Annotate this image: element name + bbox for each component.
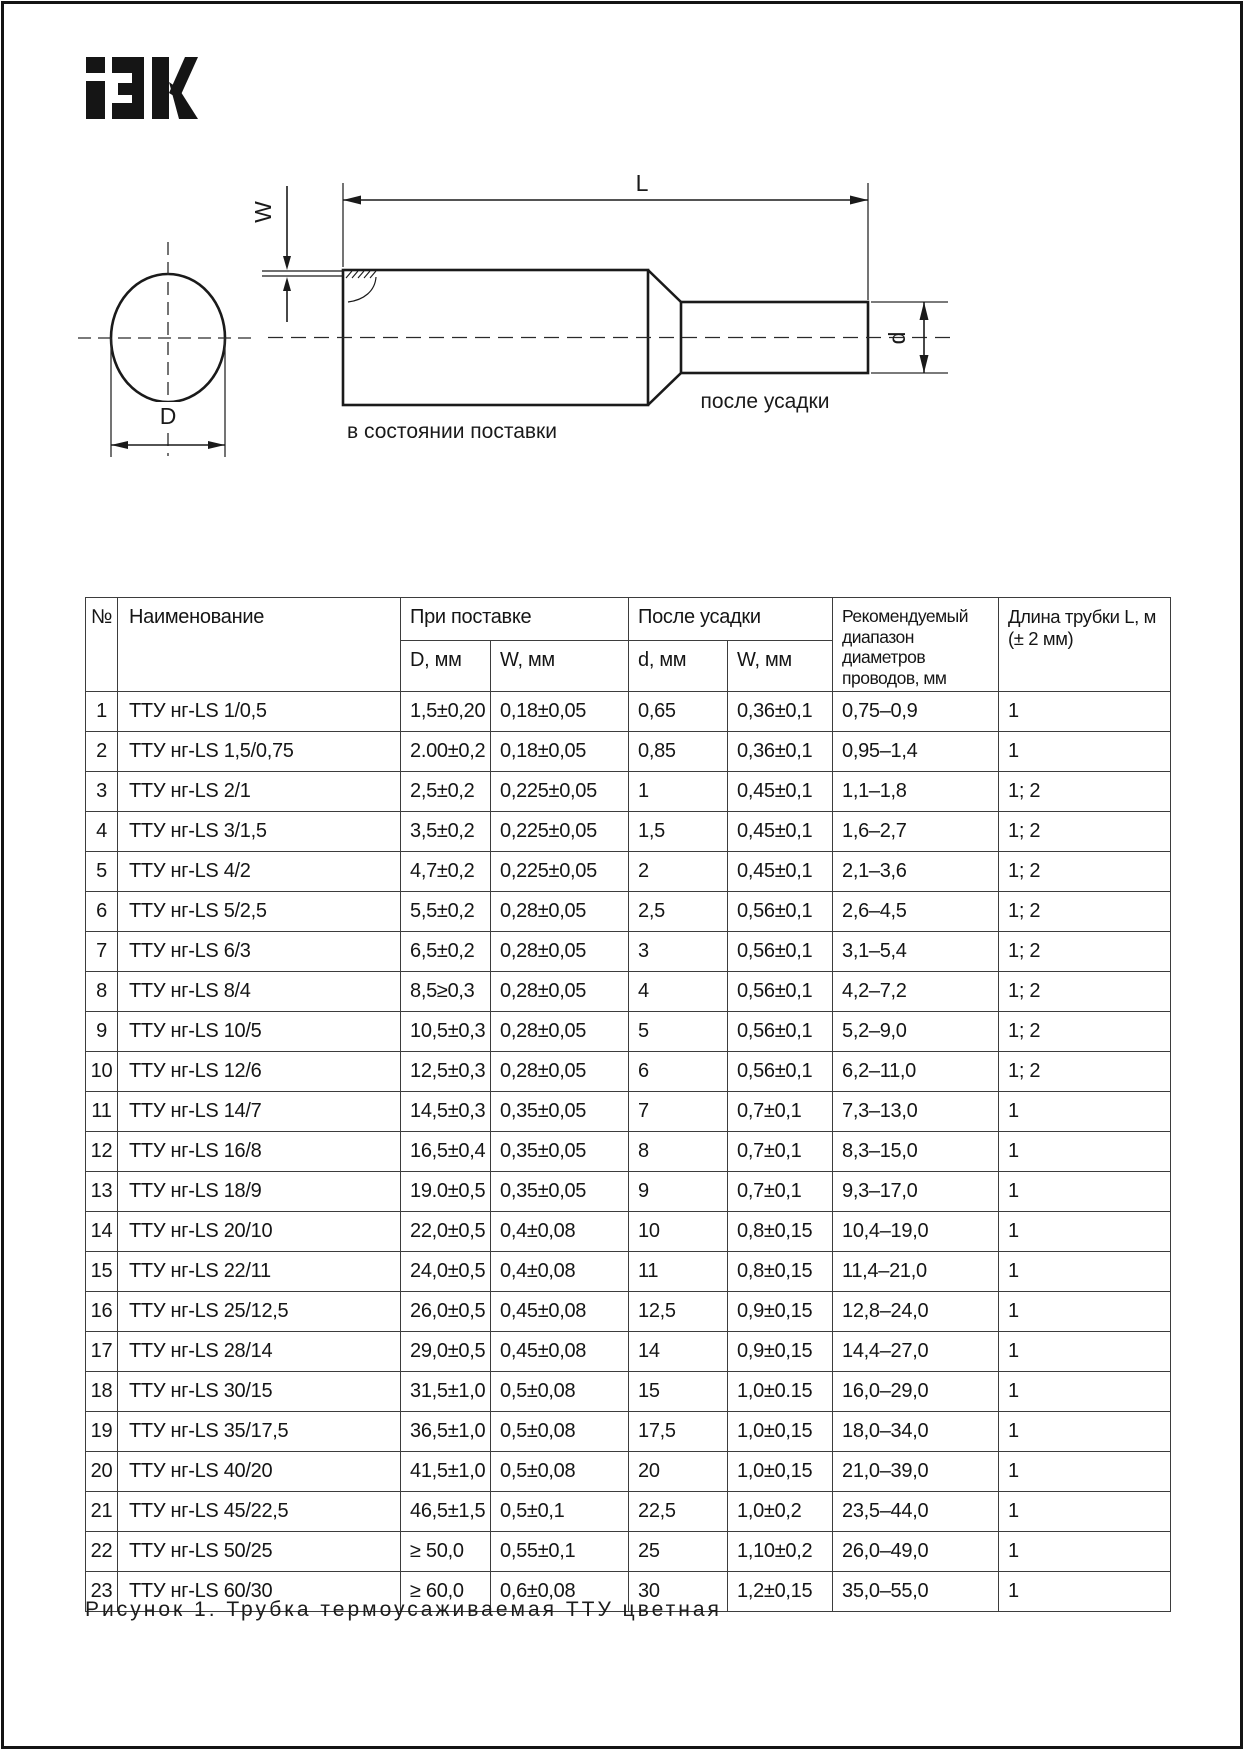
cell-length_m: 1; 2	[999, 771, 1171, 811]
cell-length_m: 1; 2	[999, 1011, 1171, 1051]
cell-d_mm: 0,65	[629, 691, 728, 731]
cell-d_mm: 8	[629, 1131, 728, 1171]
cell-length_m: 1	[999, 1371, 1171, 1411]
cell-num: 21	[86, 1491, 118, 1531]
cell-D_mm: 8,5≥0,3	[401, 971, 491, 1011]
cell-W_delivery_mm: 0,6±0,08	[491, 1571, 629, 1611]
taper-top	[648, 270, 681, 302]
cell-num: 14	[86, 1211, 118, 1251]
cell-name: ТТУ нг-LS 10/5	[118, 1011, 401, 1051]
cell-name: ТТУ нг-LS 40/20	[118, 1451, 401, 1491]
cell-d_mm: 9	[629, 1171, 728, 1211]
cell-d_mm: 20	[629, 1451, 728, 1491]
cell-range_mm: 8,3–15,0	[833, 1131, 999, 1171]
cell-D_mm: 36,5±1,0	[401, 1411, 491, 1451]
cell-range_mm: 4,2–7,2	[833, 971, 999, 1011]
cell-name: ТТУ нг-LS 5/2,5	[118, 891, 401, 931]
cell-name: ТТУ нг-LS 4/2	[118, 851, 401, 891]
table-row	[86, 1011, 1171, 1051]
cell-num: 3	[86, 771, 118, 811]
col-header-num: №	[86, 598, 118, 692]
table-row	[86, 1451, 1171, 1491]
cell-length_m: 1; 2	[999, 931, 1171, 971]
cell-range_mm: 0,95–1,4	[833, 731, 999, 771]
cell-name: ТТУ нг-LS 50/25	[118, 1531, 401, 1571]
cell-W_after_mm: 0,9±0,15	[728, 1291, 833, 1331]
cell-W_after_mm: 0,45±0,1	[728, 851, 833, 891]
cell-W_after_mm: 0,9±0,15	[728, 1331, 833, 1371]
cell-D_mm: 26,0±0,5	[401, 1291, 491, 1331]
dim-L-arrow-left	[343, 196, 361, 205]
cell-W_after_mm: 0,7±0,1	[728, 1131, 833, 1171]
cell-range_mm: 14,4–27,0	[833, 1331, 999, 1371]
cell-range_mm: 1,6–2,7	[833, 811, 999, 851]
cell-D_mm: 29,0±0,5	[401, 1331, 491, 1371]
cell-W_delivery_mm: 0,28±0,05	[491, 931, 629, 971]
cell-W_delivery_mm: 0,28±0,05	[491, 971, 629, 1011]
cell-num: 10	[86, 1051, 118, 1091]
cell-W_delivery_mm: 0,18±0,05	[491, 731, 629, 771]
cell-length_m: 1; 2	[999, 891, 1171, 931]
cell-name: ТТУ нг-LS 6/3	[118, 931, 401, 971]
cell-d_mm: 1	[629, 771, 728, 811]
cell-num: 2	[86, 731, 118, 771]
technical-drawing	[0, 150, 1244, 480]
cell-d_mm: 10	[629, 1211, 728, 1251]
spec-table-header	[86, 598, 1171, 692]
cell-range_mm: 21,0–39,0	[833, 1451, 999, 1491]
table-row	[86, 771, 1171, 811]
dim-W-label: W	[250, 201, 276, 223]
after-shrink-label: после усадки	[700, 390, 830, 413]
table-row	[86, 851, 1171, 891]
cell-d_mm: 7	[629, 1091, 728, 1131]
cell-W_after_mm: 0,7±0,1	[728, 1171, 833, 1211]
cell-range_mm: 35,0–55,0	[833, 1571, 999, 1611]
cell-W_delivery_mm: 0,18±0,05	[491, 691, 629, 731]
table-row	[86, 1091, 1171, 1131]
cell-length_m: 1; 2	[999, 851, 1171, 891]
figure-caption: Рисунок 1. Трубка термоусаживаемая ТТУ цветная	[85, 1598, 722, 1621]
table-row	[86, 891, 1171, 931]
table-row	[86, 731, 1171, 771]
cell-D_mm: 1,5±0,20	[401, 691, 491, 731]
cell-D_mm: 19.0±0,5	[401, 1171, 491, 1211]
cell-length_m: 1; 2	[999, 811, 1171, 851]
table-row	[86, 1131, 1171, 1171]
cell-d_mm: 2	[629, 851, 728, 891]
table-row	[86, 1211, 1171, 1251]
cell-D_mm: ≥ 60,0	[401, 1571, 491, 1611]
cell-name: ТТУ нг-LS 18/9	[118, 1171, 401, 1211]
cell-name: ТТУ нг-LS 3/1,5	[118, 811, 401, 851]
table-row	[86, 1251, 1171, 1291]
delivery-state-label: в состоянии поставки	[347, 420, 557, 443]
cell-W_after_mm: 0,56±0,1	[728, 931, 833, 971]
table-row	[86, 1331, 1171, 1371]
cell-range_mm: 6,2–11,0	[833, 1051, 999, 1091]
cell-length_m: 1	[999, 1251, 1171, 1291]
cell-d_mm: 1,5	[629, 811, 728, 851]
cell-name: ТТУ нг-LS 28/14	[118, 1331, 401, 1371]
dim-D-label: D	[159, 403, 177, 429]
cell-d_mm: 22,5	[629, 1491, 728, 1531]
table-row	[86, 1411, 1171, 1451]
cell-W_delivery_mm: 0,28±0,05	[491, 891, 629, 931]
cell-d_mm: 11	[629, 1251, 728, 1291]
cell-name: ТТУ нг-LS 25/12,5	[118, 1291, 401, 1331]
cell-num: 15	[86, 1251, 118, 1291]
cell-W_delivery_mm: 0,35±0,05	[491, 1091, 629, 1131]
cell-name: ТТУ нг-LS 16/8	[118, 1131, 401, 1171]
cell-length_m: 1	[999, 1491, 1171, 1531]
cell-W_after_mm: 0,56±0,1	[728, 971, 833, 1011]
cell-d_mm: 4	[629, 971, 728, 1011]
cell-D_mm: 3,5±0,2	[401, 811, 491, 851]
cell-num: 8	[86, 971, 118, 1011]
spec-table-body	[86, 691, 1171, 1611]
cell-range_mm: 2,1–3,6	[833, 851, 999, 891]
cell-length_m: 1	[999, 1331, 1171, 1371]
cell-length_m: 1	[999, 1291, 1171, 1331]
col-header-range: Рекомендуемый диапазон диаметров проводов, мм	[833, 598, 999, 692]
cell-D_mm: 2.00±0,2	[401, 731, 491, 771]
cell-W_after_mm: 1,0±0,15	[728, 1411, 833, 1451]
cell-num: 22	[86, 1531, 118, 1571]
cell-W_after_mm: 0,56±0,1	[728, 1011, 833, 1051]
cell-W_after_mm: 1,10±0,2	[728, 1531, 833, 1571]
cell-W_delivery_mm: 0,4±0,08	[491, 1211, 629, 1251]
cell-W_delivery_mm: 0,225±0,05	[491, 771, 629, 811]
cell-W_delivery_mm: 0,45±0,08	[491, 1291, 629, 1331]
cell-D_mm: 5,5±0,2	[401, 891, 491, 931]
cell-D_mm: 24,0±0,5	[401, 1251, 491, 1291]
dim-d-label: d	[884, 331, 910, 345]
cell-W_delivery_mm: 0,225±0,05	[491, 811, 629, 851]
table-row	[86, 811, 1171, 851]
cell-D_mm: 6,5±0,2	[401, 931, 491, 971]
cell-D_mm: 14,5±0,3	[401, 1091, 491, 1131]
col-header-D-mm: D, мм	[401, 641, 491, 691]
cell-D_mm: 4,7±0,2	[401, 851, 491, 891]
cell-range_mm: 18,0–34,0	[833, 1411, 999, 1451]
cell-W_delivery_mm: 0,28±0,05	[491, 1011, 629, 1051]
dim-D-arrow-right	[208, 441, 225, 449]
logo-i-stem	[86, 81, 105, 119]
cell-d_mm: 6	[629, 1051, 728, 1091]
cell-W_after_mm: 0,56±0,1	[728, 1051, 833, 1091]
table-row	[86, 1531, 1171, 1571]
cell-W_delivery_mm: 0,35±0,05	[491, 1131, 629, 1171]
cell-num: 20	[86, 1451, 118, 1491]
logo-i-dot	[86, 57, 105, 73]
cell-range_mm: 10,4–19,0	[833, 1211, 999, 1251]
cell-W_delivery_mm: 0,5±0,08	[491, 1371, 629, 1411]
cell-name: ТТУ нг-LS 1,5/0,75	[118, 731, 401, 771]
dim-L-arrow-right	[850, 196, 868, 205]
dim-d-arrow-down	[920, 355, 929, 373]
cell-W_delivery_mm: 0,4±0,08	[491, 1251, 629, 1291]
cell-W_delivery_mm: 0,35±0,05	[491, 1171, 629, 1211]
table-row	[86, 931, 1171, 971]
cell-length_m: 1	[999, 1091, 1171, 1131]
cell-name: ТТУ нг-LS 1/0,5	[118, 691, 401, 731]
cell-range_mm: 23,5–44,0	[833, 1491, 999, 1531]
cell-D_mm: 46,5±1,5	[401, 1491, 491, 1531]
taper-bottom	[648, 373, 681, 405]
cell-name: ТТУ нг-LS 12/6	[118, 1051, 401, 1091]
cell-W_after_mm: 0,8±0,15	[728, 1211, 833, 1251]
cell-W_delivery_mm: 0,5±0,08	[491, 1411, 629, 1451]
cell-D_mm: ≥ 50,0	[401, 1531, 491, 1571]
cell-d_mm: 25	[629, 1531, 728, 1571]
cell-length_m: 1	[999, 1571, 1171, 1611]
cell-range_mm: 5,2–9,0	[833, 1011, 999, 1051]
cell-num: 23	[86, 1571, 118, 1611]
cell-W_after_mm: 1,0±0,15	[728, 1451, 833, 1491]
cell-W_after_mm: 1,2±0,15	[728, 1571, 833, 1611]
cell-length_m: 1	[999, 1171, 1171, 1211]
cell-D_mm: 16,5±0,4	[401, 1131, 491, 1171]
cell-D_mm: 22,0±0,5	[401, 1211, 491, 1251]
cell-name: ТТУ нг-LS 20/10	[118, 1211, 401, 1251]
cell-D_mm: 2,5±0,2	[401, 771, 491, 811]
cell-length_m: 1	[999, 1531, 1171, 1571]
cell-length_m: 1; 2	[999, 971, 1171, 1011]
table-row	[86, 1171, 1171, 1211]
cell-range_mm: 3,1–5,4	[833, 931, 999, 971]
cell-length_m: 1	[999, 1451, 1171, 1491]
col-header-W-after-mm: W, мм	[728, 641, 833, 691]
dim-W-arrow-down	[283, 256, 291, 270]
cell-num: 4	[86, 811, 118, 851]
cell-W_after_mm: 0,36±0,1	[728, 731, 833, 771]
cell-range_mm: 9,3–17,0	[833, 1171, 999, 1211]
table-row	[86, 1291, 1171, 1331]
cell-W_after_mm: 0,8±0,15	[728, 1251, 833, 1291]
cell-range_mm: 0,75–0,9	[833, 691, 999, 731]
cell-D_mm: 12,5±0,3	[401, 1051, 491, 1091]
cell-name: ТТУ нг-LS 35/17,5	[118, 1411, 401, 1451]
col-group-after-shrink: После усадки	[629, 598, 833, 641]
cell-length_m: 1; 2	[999, 1051, 1171, 1091]
cell-W_delivery_mm: 0,55±0,1	[491, 1531, 629, 1571]
cell-name: ТТУ нг-LS 30/15	[118, 1371, 401, 1411]
cell-length_m: 1	[999, 1211, 1171, 1251]
cell-D_mm: 41,5±1,0	[401, 1451, 491, 1491]
table-row	[86, 1051, 1171, 1091]
cell-num: 19	[86, 1411, 118, 1451]
cell-range_mm: 2,6–4,5	[833, 891, 999, 931]
cell-d_mm: 30	[629, 1571, 728, 1611]
col-header-W-delivery-mm: W, мм	[491, 641, 629, 691]
cell-W_delivery_mm: 0,28±0,05	[491, 1051, 629, 1091]
cell-length_m: 1	[999, 691, 1171, 731]
cell-d_mm: 14	[629, 1331, 728, 1371]
cell-num: 7	[86, 931, 118, 971]
cell-length_m: 1	[999, 1131, 1171, 1171]
wall-cutaway-curve	[348, 277, 376, 302]
cell-d_mm: 17,5	[629, 1411, 728, 1451]
cell-num: 11	[86, 1091, 118, 1131]
cell-range_mm: 16,0–29,0	[833, 1371, 999, 1411]
logo-e-spine	[132, 57, 144, 119]
cell-name: ТТУ нг-LS 8/4	[118, 971, 401, 1011]
wall-hatching	[346, 271, 376, 278]
cell-num: 6	[86, 891, 118, 931]
cell-W_delivery_mm: 0,225±0,05	[491, 851, 629, 891]
cell-num: 18	[86, 1371, 118, 1411]
cell-W_delivery_mm: 0,5±0,1	[491, 1491, 629, 1531]
cell-length_m: 1	[999, 731, 1171, 771]
cell-W_after_mm: 1,0±0.15	[728, 1371, 833, 1411]
cell-D_mm: 10,5±0,3	[401, 1011, 491, 1051]
cell-d_mm: 5	[629, 1011, 728, 1051]
cell-length_m: 1	[999, 1411, 1171, 1451]
dim-W-arrow-up	[283, 277, 291, 291]
cell-d_mm: 0,85	[629, 731, 728, 771]
cell-W_after_mm: 0,36±0,1	[728, 691, 833, 731]
cell-num: 13	[86, 1171, 118, 1211]
cell-range_mm: 1,1–1,8	[833, 771, 999, 811]
cell-num: 5	[86, 851, 118, 891]
cell-name: ТТУ нг-LS 2/1	[118, 771, 401, 811]
table-row	[86, 691, 1171, 731]
cell-num: 1	[86, 691, 118, 731]
cell-W_after_mm: 1,0±0,2	[728, 1491, 833, 1531]
cell-W_after_mm: 0,45±0,1	[728, 771, 833, 811]
cell-name: ТТУ нг-LS 14/7	[118, 1091, 401, 1131]
cell-W_after_mm: 0,45±0,1	[728, 811, 833, 851]
table-row	[86, 1371, 1171, 1411]
table-row	[86, 1491, 1171, 1531]
cell-d_mm: 2,5	[629, 891, 728, 931]
cell-range_mm: 26,0–49,0	[833, 1531, 999, 1571]
dim-L-label: L	[635, 170, 649, 196]
dim-d-arrow-up	[920, 302, 929, 320]
cell-num: 17	[86, 1331, 118, 1371]
col-header-length: Длина трубки L, м (± 2 мм)	[999, 598, 1171, 692]
cell-name: ТТУ нг-LS 45/22,5	[118, 1491, 401, 1531]
cell-name: ТТУ нг-LS 22/11	[118, 1251, 401, 1291]
cell-d_mm: 3	[629, 931, 728, 971]
logo-k-stem	[152, 57, 169, 119]
cell-D_mm: 31,5±1,0	[401, 1371, 491, 1411]
cell-name: ТТУ нг-LS 60/30	[118, 1571, 401, 1611]
cell-num: 16	[86, 1291, 118, 1331]
cell-W_after_mm: 0,56±0,1	[728, 891, 833, 931]
cell-W_delivery_mm: 0,5±0,08	[491, 1451, 629, 1491]
col-header-d-mm: d, мм	[629, 641, 728, 691]
cell-W_delivery_mm: 0,45±0,08	[491, 1331, 629, 1371]
cell-num: 12	[86, 1131, 118, 1171]
cell-range_mm: 7,3–13,0	[833, 1091, 999, 1131]
table-row	[86, 971, 1171, 1011]
cell-d_mm: 12,5	[629, 1291, 728, 1331]
col-header-name: Наименование	[118, 598, 401, 692]
cell-num: 9	[86, 1011, 118, 1051]
iek-logo	[86, 57, 198, 119]
cell-range_mm: 12,8–24,0	[833, 1291, 999, 1331]
dim-D-arrow-left	[111, 441, 128, 449]
spec-table	[85, 597, 1171, 1612]
cell-range_mm: 11,4–21,0	[833, 1251, 999, 1291]
cell-d_mm: 15	[629, 1371, 728, 1411]
cell-W_after_mm: 0,7±0,1	[728, 1091, 833, 1131]
col-group-delivery: При поставке	[401, 598, 629, 641]
